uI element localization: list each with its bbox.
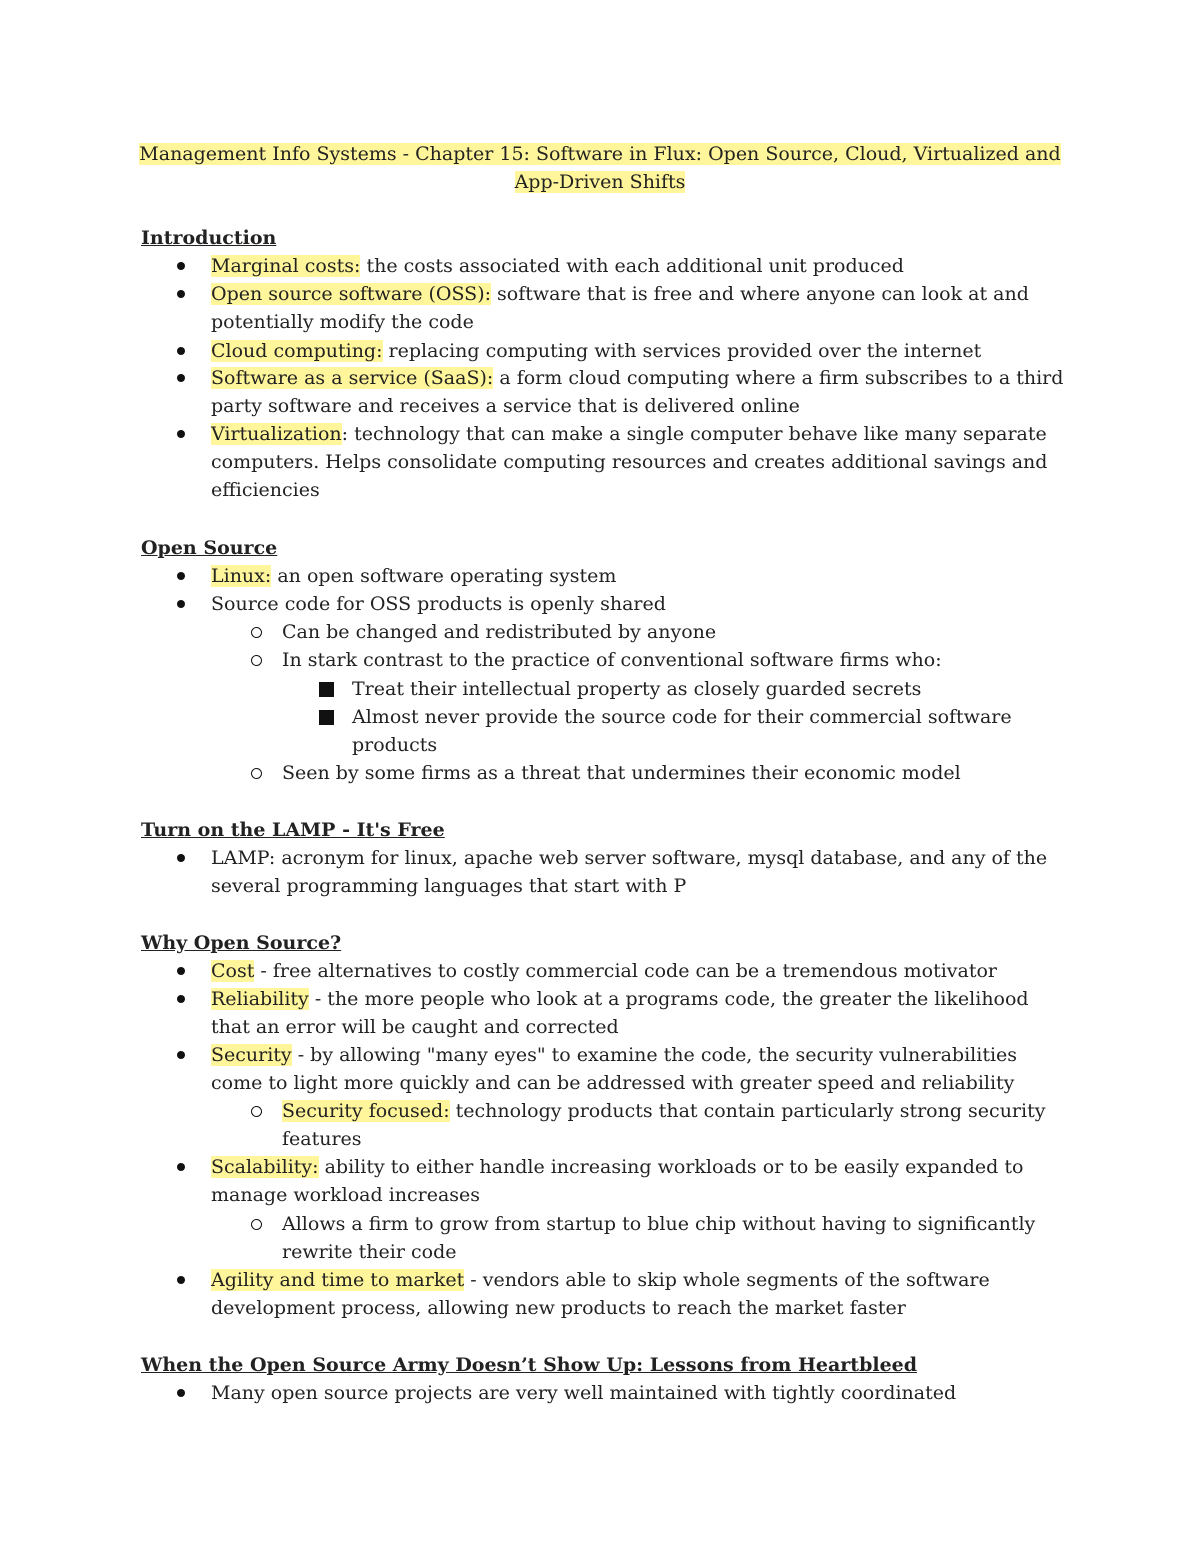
list-item: Open source software (OSS): software that is free and where anyone can look at and potentially modify the code xyxy=(211,280,1071,336)
section-heading-lamp: Turn on the LAMP - It's Free xyxy=(141,819,445,841)
list-item: LAMP: acronym for linux, apache web server software, mysql database, and any of the several programming languages that start with P xyxy=(211,844,1071,900)
section-heading-why-open-source: Why Open Source? xyxy=(141,932,342,954)
list-item: Marginal costs: the costs associated with each additional unit produced xyxy=(211,252,1071,280)
circle-bullet-icon xyxy=(248,618,264,646)
document-title-line-2: App-Driven Shifts xyxy=(514,171,686,193)
square-bullet-icon xyxy=(318,675,334,703)
list-item: Almost never provide the source code for their commercial software products xyxy=(352,703,1012,759)
bullet-icon xyxy=(173,1266,189,1294)
document-title-line-1: Management Info Systems - Chapter 15: Software in Flux: Open Source, Cloud, Virtualized and xyxy=(139,143,1061,165)
list-item: Virtualization: technology that can make a single computer behave like many separate computers. Helps consolidate computing resources and creates additional savings and efficiencies xyxy=(211,420,1071,505)
list-item: Linux: an open software operating system xyxy=(211,562,1071,590)
circle-bullet-icon xyxy=(248,646,264,674)
bullet-icon xyxy=(173,1379,189,1407)
list-item: Software as a service (SaaS): a form cloud computing where a firm subscribes to a third party software and receives a service that is delivered online xyxy=(211,364,1071,420)
section-heading-introduction: Introduction xyxy=(141,227,277,249)
list-item: Cost - free alternatives to costly commercial code can be a tremendous motivator xyxy=(211,957,1071,985)
list-item: In stark contrast to the practice of conventional software firms who: xyxy=(282,646,1062,674)
bullet-icon xyxy=(173,562,189,590)
list-item: Cloud computing: replacing computing with services provided over the internet xyxy=(211,337,1071,365)
list-item: Scalability: ability to either handle increasing workloads or to be easily expanded to manage workload increases xyxy=(211,1153,1071,1209)
bullet-icon xyxy=(173,590,189,618)
bullet-icon xyxy=(173,364,189,392)
bullet-icon xyxy=(173,252,189,280)
circle-bullet-icon xyxy=(248,1097,264,1125)
bullet-icon xyxy=(173,337,189,365)
bullet-icon xyxy=(173,1153,189,1181)
bullet-icon xyxy=(173,420,189,448)
list-item: Treat their intellectual property as closely guarded secrets xyxy=(352,675,1052,703)
bullet-icon xyxy=(173,957,189,985)
circle-bullet-icon xyxy=(248,759,264,787)
bullet-icon xyxy=(173,985,189,1013)
bullet-icon xyxy=(173,844,189,872)
square-bullet-icon xyxy=(318,703,334,731)
list-item: Many open source projects are very well maintained with tightly coordinated xyxy=(211,1379,1071,1407)
list-item: Seen by some firms as a threat that undermines their economic model xyxy=(282,759,1062,787)
list-item: Reliability - the more people who look at a programs code, the greater the likelihood that an error will be caught and corrected xyxy=(211,985,1071,1041)
circle-bullet-icon xyxy=(248,1210,264,1238)
list-item: Source code for OSS products is openly shared xyxy=(211,590,1071,618)
list-item: Security focused: technology products that contain particularly strong security features xyxy=(282,1097,1062,1153)
list-item: Can be changed and redistributed by anyone xyxy=(282,618,1062,646)
section-heading-open-source: Open Source xyxy=(141,537,278,559)
bullet-icon xyxy=(173,280,189,308)
list-item: Security - by allowing "many eyes" to examine the code, the security vulnerabilities come to light more quickly and can be addressed with greater speed and reliability xyxy=(211,1041,1071,1097)
bullet-icon xyxy=(173,1041,189,1069)
list-item: Allows a firm to grow from startup to blue chip without having to significantly rewrite their code xyxy=(282,1210,1062,1266)
section-heading-heartbleed: When the Open Source Army Doesn’t Show Up: Lessons from Heartbleed xyxy=(141,1354,918,1376)
list-item: Agility and time to market - vendors able to skip whole segments of the software development process, allowing new products to reach the market faster xyxy=(211,1266,1071,1322)
